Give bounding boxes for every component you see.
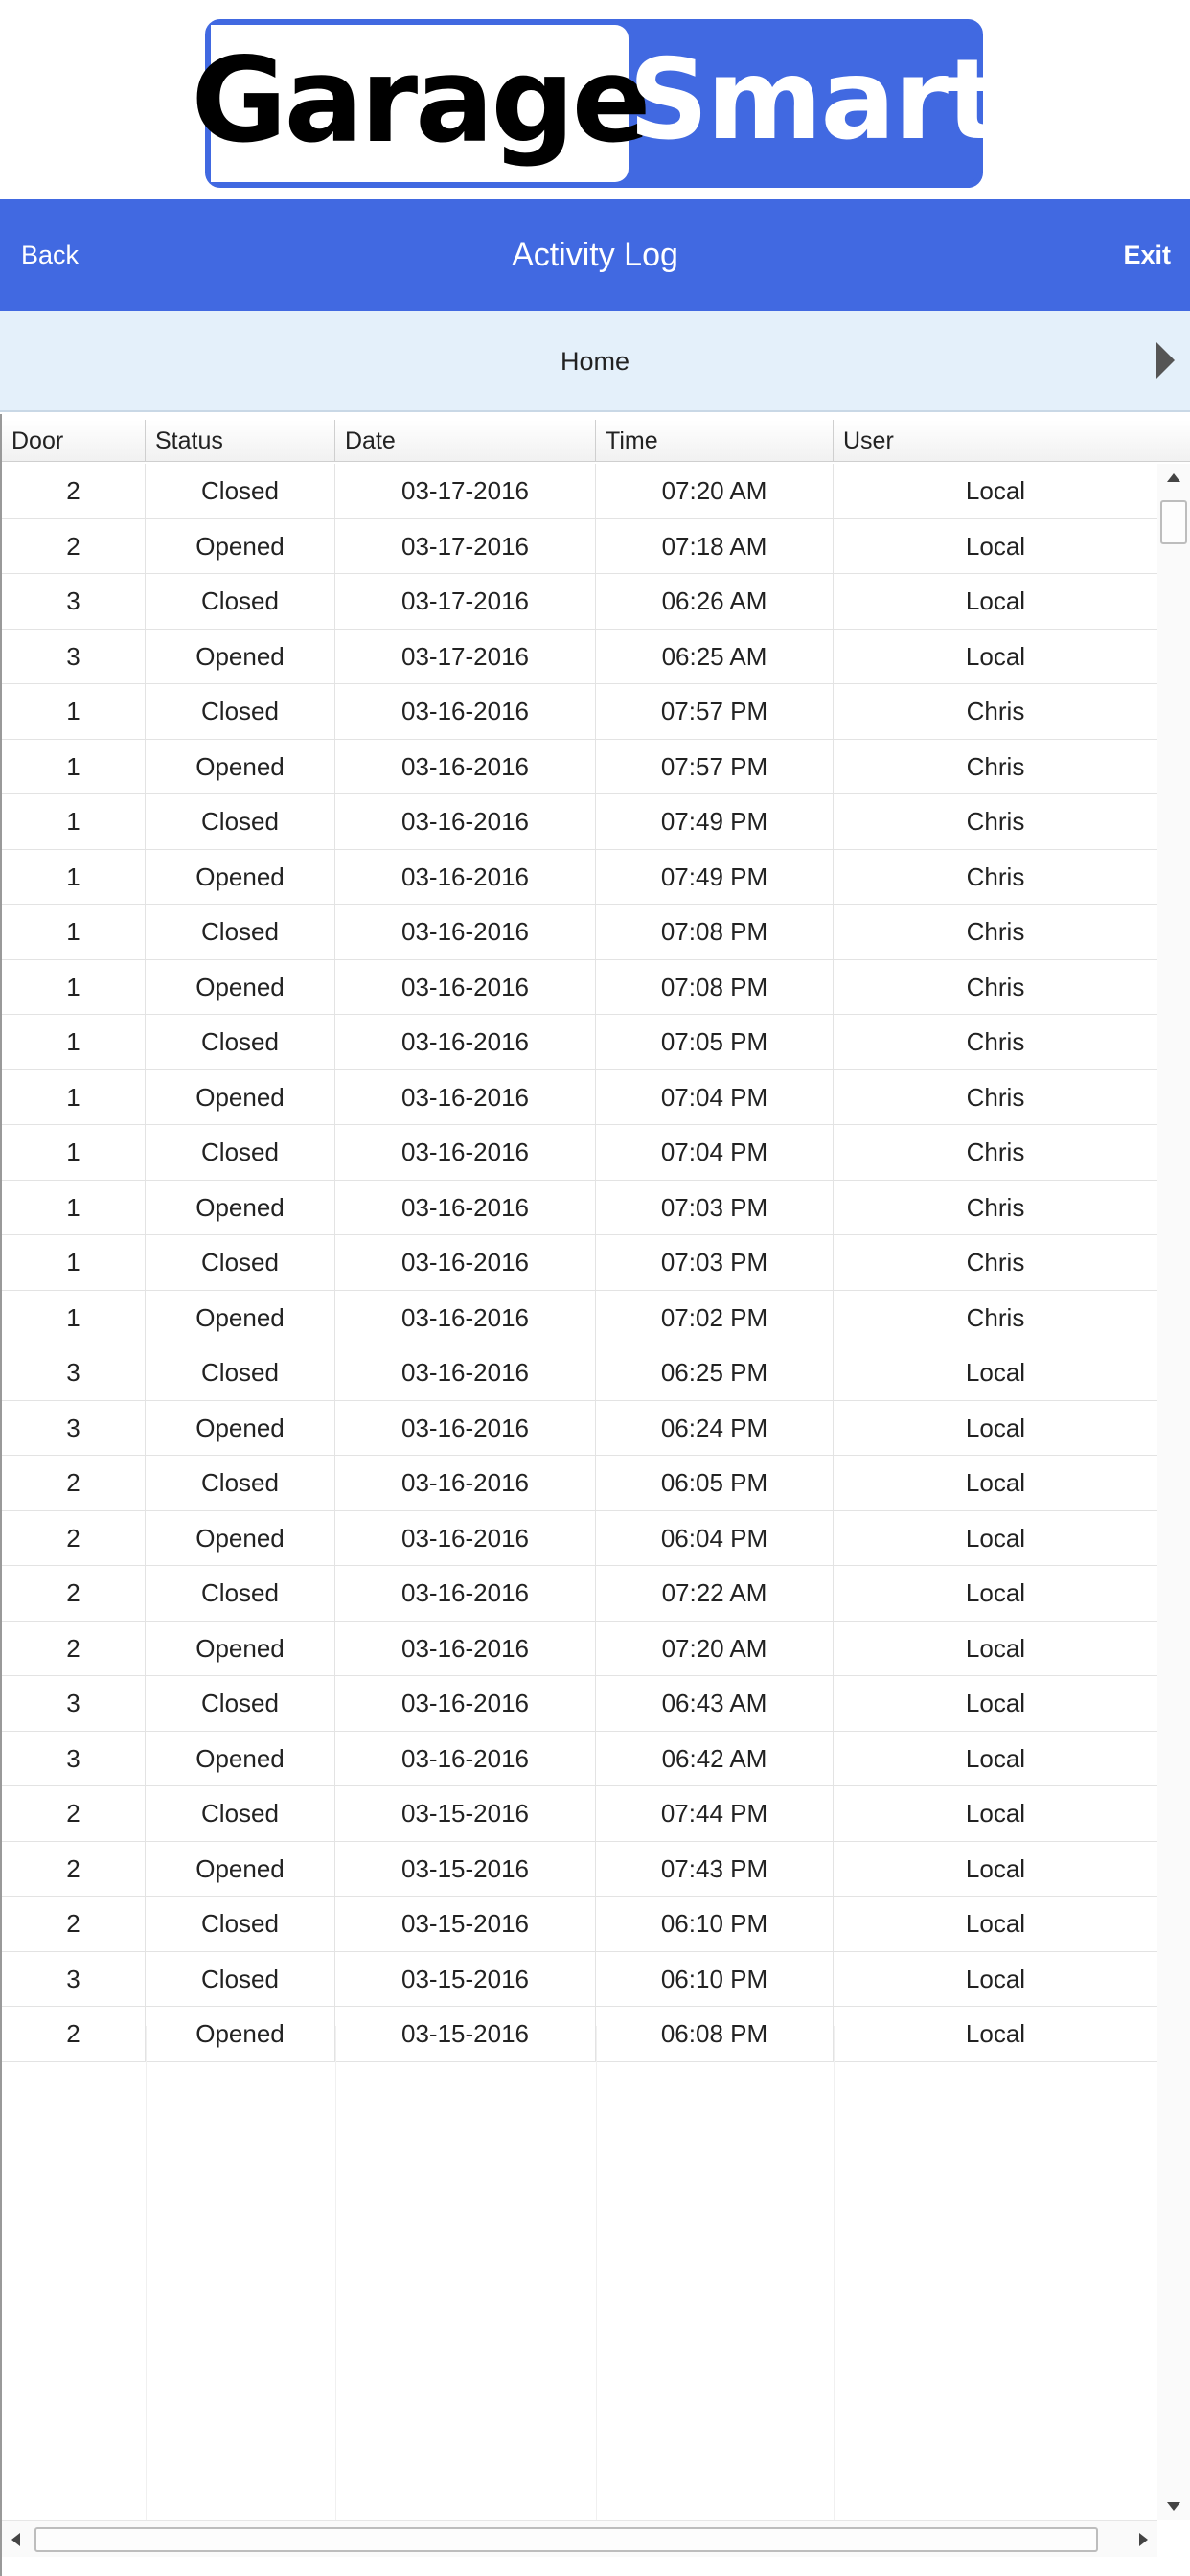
cell-time: 07:44 PM xyxy=(596,1786,834,1842)
cell-time: 07:04 PM xyxy=(596,1070,834,1126)
cell-user: Local xyxy=(965,1358,1026,1387)
cell-door: 1 xyxy=(2,1291,146,1346)
cell-date: 03-16-2016 xyxy=(335,1401,596,1457)
cell-date: 03-16-2016 xyxy=(335,1015,596,1070)
cell-time: 07:49 PM xyxy=(596,850,834,906)
cell-door: 1 xyxy=(2,1235,146,1291)
cell-status: Closed xyxy=(146,1952,335,2008)
cell-date: 03-17-2016 xyxy=(335,519,596,575)
cell-time: 07:22 AM xyxy=(596,1566,834,1622)
cell-door: 1 xyxy=(2,1181,146,1236)
cell-door: 3 xyxy=(2,630,146,685)
cell-date: 03-15-2016 xyxy=(335,2007,596,2062)
cell-user: Local xyxy=(965,1413,1026,1442)
table-row[interactable] xyxy=(2,1015,1157,1070)
logo-text-smart: Smart xyxy=(629,35,998,165)
cell-status: Closed xyxy=(146,574,335,630)
cell-status: Opened xyxy=(146,1732,335,1787)
cell-user: Chris xyxy=(966,1192,1025,1222)
cell-date: 03-16-2016 xyxy=(335,960,596,1016)
cell-status: Closed xyxy=(146,905,335,960)
cell-time: 07:02 PM xyxy=(596,1291,834,1346)
exit-button[interactable]: Exit xyxy=(1123,241,1171,269)
cell-date: 03-16-2016 xyxy=(335,1181,596,1236)
cell-date: 03-16-2016 xyxy=(335,1070,596,1126)
cell-user: Local xyxy=(965,1964,1026,1993)
cell-user: Chris xyxy=(966,972,1025,1001)
cell-user: Local xyxy=(965,1523,1026,1552)
column-header-time[interactable]: Time xyxy=(596,420,834,462)
cell-door: 1 xyxy=(2,960,146,1016)
vertical-scrollbar[interactable] xyxy=(1157,464,1190,2520)
play-triangle-icon[interactable] xyxy=(1156,341,1175,380)
cell-time: 07:49 PM xyxy=(596,794,834,850)
cell-door: 1 xyxy=(2,794,146,850)
cell-user: Chris xyxy=(966,1302,1025,1332)
cell-door: 2 xyxy=(2,519,146,575)
cell-time: 07:57 PM xyxy=(596,684,834,740)
cell-status: Opened xyxy=(146,1181,335,1236)
cell-user: Chris xyxy=(966,751,1025,781)
column-header-door[interactable]: Door xyxy=(2,420,146,462)
cell-user: Local xyxy=(965,586,1026,615)
logo-area xyxy=(0,0,1190,199)
cell-user: Local xyxy=(965,1578,1026,1607)
cell-user: Local xyxy=(965,1853,1026,1883)
cell-date: 03-16-2016 xyxy=(335,740,596,795)
cell-user: Chris xyxy=(966,807,1025,836)
cell-time: 06:10 PM xyxy=(596,1897,834,1952)
cell-date: 03-16-2016 xyxy=(335,1566,596,1622)
table-row[interactable] xyxy=(2,1125,1157,1181)
cell-date: 03-16-2016 xyxy=(335,905,596,960)
column-header-status[interactable]: Status xyxy=(146,420,335,462)
cell-time: 06:42 AM xyxy=(596,1732,834,1787)
page-title: Activity Log xyxy=(512,237,678,273)
cell-door: 2 xyxy=(2,1566,146,1622)
table-row[interactable] xyxy=(2,1732,1157,1787)
cell-date: 03-16-2016 xyxy=(335,794,596,850)
cell-door: 2 xyxy=(2,2007,146,2062)
cell-status: Opened xyxy=(146,850,335,906)
cell-date: 03-15-2016 xyxy=(335,1842,596,1898)
cell-status: Closed xyxy=(146,1786,335,1842)
cell-status: Closed xyxy=(146,794,335,850)
cell-door: 3 xyxy=(2,1346,146,1401)
cell-status: Closed xyxy=(146,1125,335,1181)
vertical-scroll-thumb[interactable] xyxy=(1160,500,1187,544)
cell-user: Local xyxy=(965,1468,1026,1497)
cell-door: 2 xyxy=(2,1786,146,1842)
cell-time: 06:10 PM xyxy=(596,1952,834,2008)
cell-date: 03-16-2016 xyxy=(335,1456,596,1511)
cell-time: 06:24 PM xyxy=(596,1401,834,1457)
table-row[interactable] xyxy=(2,850,1157,906)
cell-door: 1 xyxy=(2,905,146,960)
cell-user: Local xyxy=(965,476,1026,505)
table-row[interactable] xyxy=(2,519,1157,575)
table-row[interactable] xyxy=(2,1952,1157,2008)
cell-door: 3 xyxy=(2,1676,146,1732)
cell-door: 2 xyxy=(2,464,146,519)
cell-user: Local xyxy=(965,531,1026,561)
cell-date: 03-15-2016 xyxy=(335,1952,596,2008)
scroll-up-arrow-icon[interactable] xyxy=(1167,473,1180,482)
cell-date: 03-17-2016 xyxy=(335,464,596,519)
cell-time: 07:08 PM xyxy=(596,905,834,960)
cell-time: 07:05 PM xyxy=(596,1015,834,1070)
cell-time: 06:04 PM xyxy=(596,1511,834,1567)
cell-user: Local xyxy=(965,641,1026,671)
cell-door: 1 xyxy=(2,1070,146,1126)
back-button[interactable]: Back xyxy=(21,241,80,269)
cell-time: 06:05 PM xyxy=(596,1456,834,1511)
scroll-down-arrow-icon[interactable] xyxy=(1167,2502,1180,2511)
cell-user: Chris xyxy=(966,1138,1025,1166)
cell-status: Opened xyxy=(146,2007,335,2062)
cell-status: Closed xyxy=(146,1897,335,1952)
table-row[interactable] xyxy=(2,1181,1157,1236)
cell-user: Chris xyxy=(966,862,1025,891)
cell-date: 03-16-2016 xyxy=(335,1676,596,1732)
cell-door: 2 xyxy=(2,1511,146,1567)
table-row[interactable] xyxy=(2,464,1157,519)
cell-status: Opened xyxy=(146,1842,335,1898)
cell-time: 07:03 PM xyxy=(596,1235,834,1291)
cell-date: 03-16-2016 xyxy=(335,1511,596,1567)
cell-date: 03-16-2016 xyxy=(335,1732,596,1787)
cell-door: 1 xyxy=(2,684,146,740)
cell-status: Opened xyxy=(146,740,335,795)
cell-door: 2 xyxy=(2,1842,146,1898)
table-row[interactable] xyxy=(2,574,1157,630)
cell-date: 03-17-2016 xyxy=(335,574,596,630)
cell-time: 06:25 PM xyxy=(596,1346,834,1401)
column-divider xyxy=(335,2026,336,2538)
table-row[interactable] xyxy=(2,1897,1157,1952)
cell-date: 03-16-2016 xyxy=(335,1346,596,1401)
cell-user: Local xyxy=(965,1909,1026,1938)
home-link[interactable]: Home xyxy=(560,347,630,376)
table-row[interactable] xyxy=(2,1070,1157,1126)
garagesmart-logo xyxy=(191,19,998,188)
logo-text-garage: Garage xyxy=(191,33,649,169)
table-row[interactable] xyxy=(2,1235,1157,1291)
cell-door: 1 xyxy=(2,1015,146,1070)
cell-time: 06:25 AM xyxy=(596,630,834,685)
cell-status: Opened xyxy=(146,960,335,1016)
cell-time: 07:57 PM xyxy=(596,740,834,795)
cell-time: 06:43 AM xyxy=(596,1676,834,1732)
cell-status: Closed xyxy=(146,1015,335,1070)
cell-status: Closed xyxy=(146,464,335,519)
cell-time: 07:08 PM xyxy=(596,960,834,1016)
cell-status: Closed xyxy=(146,1676,335,1732)
cell-user: Chris xyxy=(966,1248,1025,1276)
cell-status: Opened xyxy=(146,1070,335,1126)
table-row[interactable] xyxy=(2,684,1157,740)
cell-date: 03-15-2016 xyxy=(335,1786,596,1842)
table-row[interactable] xyxy=(2,740,1157,795)
table-row[interactable] xyxy=(2,1842,1157,1898)
cell-status: Opened xyxy=(146,1511,335,1567)
table-row[interactable] xyxy=(2,1566,1157,1622)
cell-status: Closed xyxy=(146,1235,335,1291)
column-divider xyxy=(834,2026,835,2538)
table-row[interactable] xyxy=(2,630,1157,685)
table-row[interactable] xyxy=(2,1786,1157,1842)
cell-door: 2 xyxy=(2,1622,146,1677)
cell-time: 07:18 AM xyxy=(596,519,834,575)
cell-date: 03-17-2016 xyxy=(335,630,596,685)
cell-status: Closed xyxy=(146,1566,335,1622)
cell-user: Chris xyxy=(966,1027,1025,1056)
cell-date: 03-16-2016 xyxy=(335,1291,596,1346)
cell-user: Chris xyxy=(966,1082,1025,1112)
cell-date: 03-15-2016 xyxy=(335,1897,596,1952)
activity-log-table xyxy=(0,414,1190,2576)
cell-date: 03-16-2016 xyxy=(335,1235,596,1291)
column-header-date[interactable]: Date xyxy=(335,420,596,462)
scroll-right-arrow-icon[interactable] xyxy=(1139,2533,1148,2546)
cell-user: Local xyxy=(965,1799,1026,1828)
cell-user: Local xyxy=(965,1743,1026,1773)
table-row[interactable] xyxy=(2,1456,1157,1511)
cell-status: Closed xyxy=(146,1346,335,1401)
cell-date: 03-16-2016 xyxy=(335,684,596,740)
table-row[interactable] xyxy=(2,960,1157,1016)
cell-door: 3 xyxy=(2,1732,146,1787)
table-body xyxy=(2,464,1157,2048)
horizontal-scroll-thumb[interactable] xyxy=(34,2527,1098,2552)
cell-user: Chris xyxy=(966,697,1025,725)
cell-door: 2 xyxy=(2,1897,146,1952)
cell-door: 3 xyxy=(2,1952,146,2008)
cell-status: Opened xyxy=(146,1401,335,1457)
cell-time: 07:03 PM xyxy=(596,1181,834,1236)
cell-status: Opened xyxy=(146,519,335,575)
cell-user: Chris xyxy=(966,917,1025,946)
table-row[interactable] xyxy=(2,1291,1157,1346)
cell-date: 03-16-2016 xyxy=(335,1622,596,1677)
cell-time: 07:20 AM xyxy=(596,464,834,519)
cell-status: Opened xyxy=(146,630,335,685)
header-bar xyxy=(0,199,1190,310)
table-row[interactable] xyxy=(2,794,1157,850)
cell-status: Closed xyxy=(146,1456,335,1511)
table-row[interactable] xyxy=(2,1676,1157,1732)
scroll-left-arrow-icon[interactable] xyxy=(11,2533,20,2546)
cell-time: 07:43 PM xyxy=(596,1842,834,1898)
cell-status: Opened xyxy=(146,1622,335,1677)
cell-user: Local xyxy=(965,2019,1026,2048)
cell-door: 1 xyxy=(2,1125,146,1181)
cell-date: 03-16-2016 xyxy=(335,850,596,906)
cell-user: Local xyxy=(965,1633,1026,1663)
cell-door: 3 xyxy=(2,1401,146,1457)
column-header-user[interactable]: User xyxy=(834,420,1190,462)
cell-door: 3 xyxy=(2,574,146,630)
table-row[interactable] xyxy=(2,1401,1157,1457)
home-nav-bar[interactable] xyxy=(0,310,1190,412)
cell-status: Closed xyxy=(146,684,335,740)
cell-time: 06:08 PM xyxy=(596,2007,834,2062)
table-row[interactable] xyxy=(2,2007,1157,2062)
cell-door: 2 xyxy=(2,1456,146,1511)
cell-status: Opened xyxy=(146,1291,335,1346)
cell-user: Local xyxy=(965,1689,1026,1717)
table-row[interactable] xyxy=(2,1346,1157,1401)
cell-time: 06:26 AM xyxy=(596,574,834,630)
cell-door: 1 xyxy=(2,850,146,906)
column-divider xyxy=(596,2026,597,2538)
cell-date: 03-16-2016 xyxy=(335,1125,596,1181)
horizontal-scrollbar[interactable] xyxy=(2,2520,1157,2557)
cell-time: 07:20 AM xyxy=(596,1622,834,1677)
cell-time: 07:04 PM xyxy=(596,1125,834,1181)
cell-door: 1 xyxy=(2,740,146,795)
table-row[interactable] xyxy=(2,905,1157,960)
column-divider xyxy=(146,2026,147,2538)
table-row[interactable] xyxy=(2,1622,1157,1677)
table-row[interactable] xyxy=(2,1511,1157,1567)
